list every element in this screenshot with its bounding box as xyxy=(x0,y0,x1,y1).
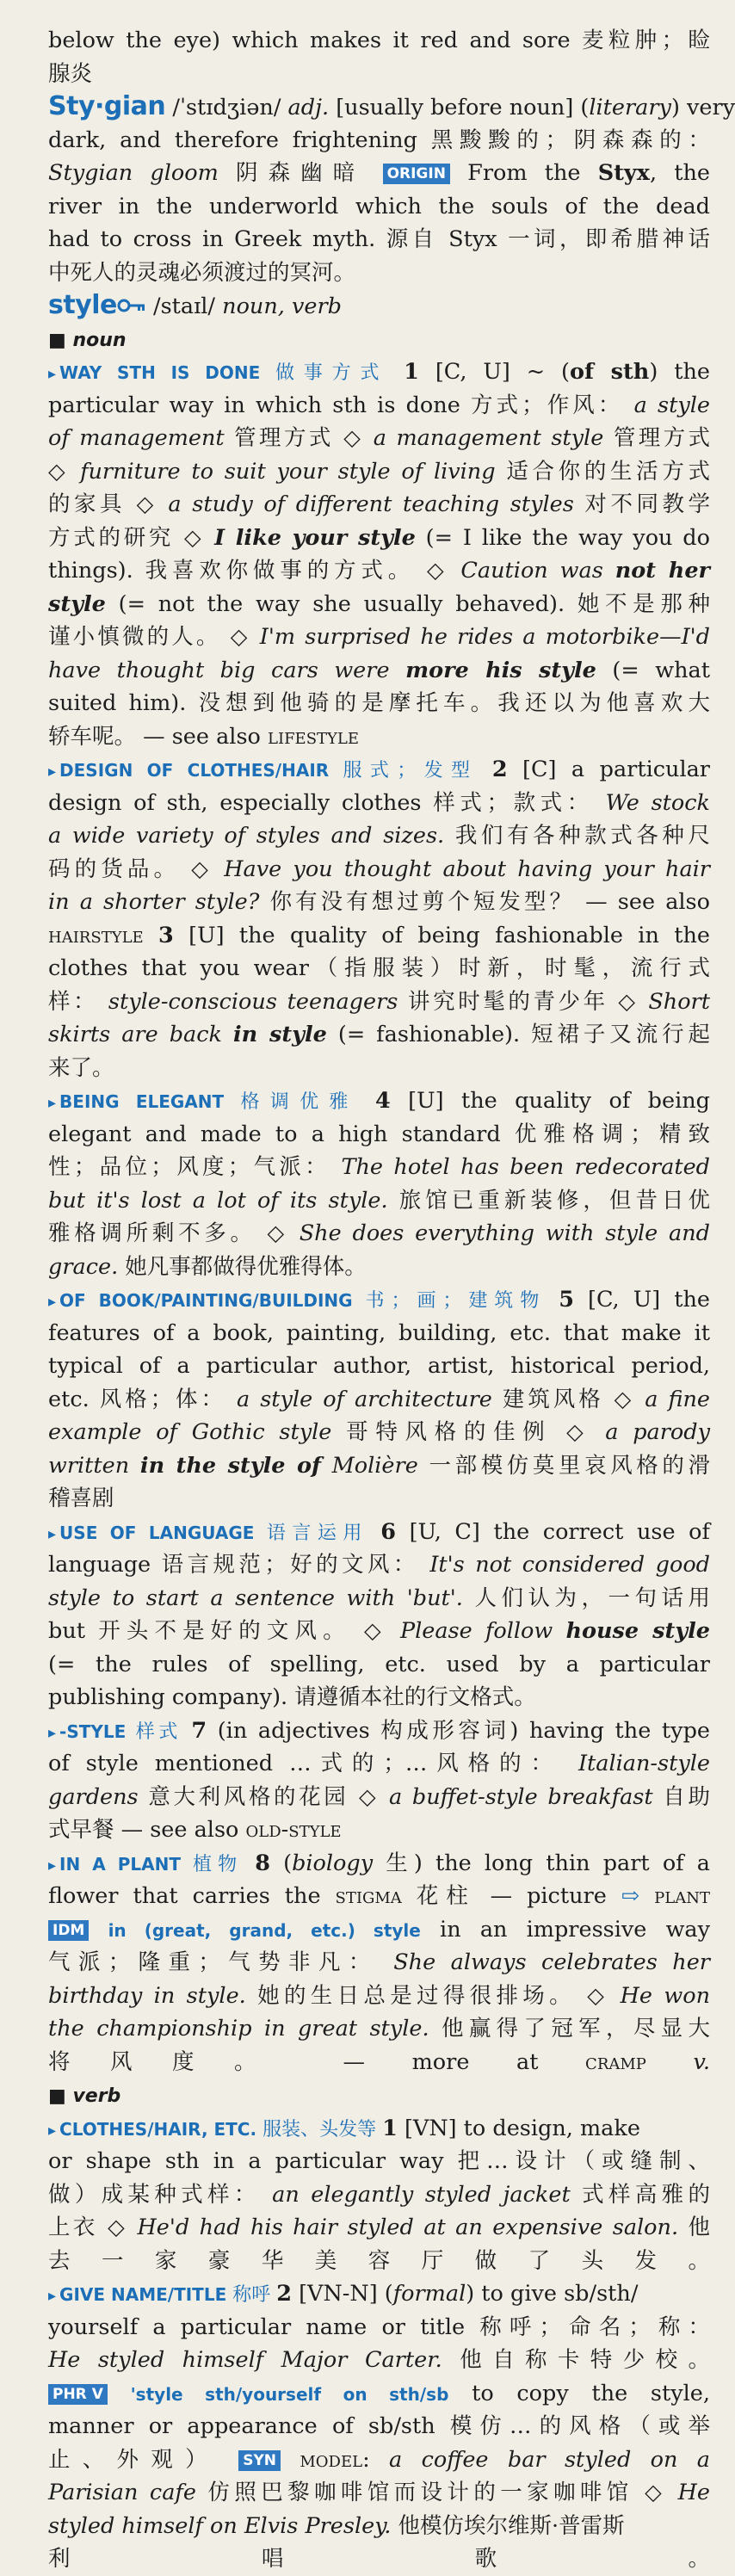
text-segment: a fine xyxy=(645,1386,711,1412)
sense-label: in (great, grand, etc.) style xyxy=(108,1919,421,1941)
text-segment: ◇ xyxy=(48,458,81,485)
text-segment: Please follow xyxy=(399,1618,566,1644)
text-segment: It's not considered good xyxy=(429,1552,710,1578)
text-segment: 止、外观） xyxy=(48,2446,239,2473)
arrow-icon: ⇨ xyxy=(621,1883,640,1909)
text-segment: dark, and therefore frightening 黑黢黢的；阴森森的： xyxy=(48,127,710,153)
text-segment: 上衣 ◇ xyxy=(48,2215,138,2240)
text-segment: /staɪl/ xyxy=(145,293,223,319)
text-line xyxy=(48,853,710,886)
text-line xyxy=(48,1980,710,2013)
text-segment: I like your style xyxy=(214,524,416,551)
text-segment: [U] the quality of being fashionable in the xyxy=(173,922,710,948)
text-line xyxy=(48,753,710,787)
text-segment: Have you thought about having your hair xyxy=(224,856,710,882)
text-line xyxy=(48,919,710,953)
text-segment: style xyxy=(48,590,106,617)
text-segment: 气派；隆重；气势非凡： xyxy=(48,1949,394,1975)
text-segment: to copy the style, xyxy=(448,2380,710,2406)
text-segment: 仿照巴黎咖啡馆而设计的一家咖啡馆 ◇ xyxy=(195,2480,678,2505)
text-line xyxy=(48,1681,710,1714)
text-segment: manner or appearance of sb/sth 模仿…的风格（或举 xyxy=(48,2413,710,2439)
sense-marker-icon: ▸ xyxy=(48,1293,57,1311)
text-line xyxy=(48,355,710,389)
text-segment: have thought big cars were xyxy=(48,657,406,683)
label-box: SYN xyxy=(238,2450,281,2471)
text-segment: 谨小慎微的人。 ◇ xyxy=(48,624,260,650)
text-line xyxy=(48,190,710,224)
text-segment: birthday in style. xyxy=(48,1982,246,2009)
text-segment: more his style xyxy=(405,657,596,683)
part-of-speech: ■ verb xyxy=(48,2085,121,2107)
text-segment: Molière xyxy=(320,1452,418,1479)
text-segment: 稽喜剧 xyxy=(48,1486,114,1511)
text-segment: 1 xyxy=(404,359,419,385)
text-line xyxy=(48,1516,710,1549)
text-line xyxy=(48,1946,710,1980)
text-segment: 6 xyxy=(380,1518,397,1545)
text-line xyxy=(48,554,710,588)
text-segment: 建筑风格 ◇ xyxy=(491,1386,645,1412)
text-segment: particular way in which sth is done 方式；作风： xyxy=(48,392,634,418)
text-line xyxy=(48,124,710,158)
text-segment: 做）成某种式样： xyxy=(48,2181,273,2208)
sense-label-chinese: 称呼 xyxy=(226,2284,277,2306)
text-line xyxy=(48,1847,710,1881)
text-segment: design of sth, especially clothes 样式；款式： xyxy=(48,789,606,816)
text-segment: of style mentioned …式的；…风格的： xyxy=(48,1751,578,1776)
text-segment: written xyxy=(48,1452,140,1479)
sense-marker-icon: ▸ xyxy=(48,1723,57,1742)
text-segment: biology xyxy=(292,1850,374,1876)
text-segment: furniture to suit your style of living xyxy=(80,458,496,485)
text-segment: She does everything with style and xyxy=(299,1220,710,1246)
text-line xyxy=(48,1648,710,1682)
text-line xyxy=(48,256,710,290)
text-line xyxy=(48,2542,710,2576)
text-segment: things). 我喜欢你做事的方式。 ◇ xyxy=(48,558,461,584)
text-segment: 一部模仿莫里哀风格的滑 xyxy=(417,1452,710,1479)
text-segment: ) very xyxy=(670,95,735,120)
sense-marker-icon: ▸ xyxy=(48,763,57,781)
text-segment xyxy=(281,2447,300,2473)
text-segment: a parody xyxy=(605,1419,710,1445)
text-segment: 式样高雅的 xyxy=(570,2181,711,2208)
sense-label-chinese: 书；画；建筑物 xyxy=(352,1290,559,1312)
text-line xyxy=(48,886,710,919)
sense-marker-icon: ▸ xyxy=(48,1856,57,1875)
sense-label: CLOTHES/HAIR, ETC. xyxy=(59,2118,257,2140)
text-segment: not her xyxy=(615,558,710,584)
text-line xyxy=(48,2344,710,2377)
text-line xyxy=(48,2410,710,2443)
text-segment: 他 xyxy=(678,2215,711,2240)
text-segment: in style xyxy=(232,1022,327,1047)
text-line xyxy=(48,2211,710,2245)
text-segment: 意大利风格的花园 ◇ xyxy=(138,1783,389,1810)
text-segment: 她凡事都做得优雅得体。 xyxy=(118,1253,367,1280)
cross-reference: cramp xyxy=(585,2048,646,2075)
text-segment: 4 xyxy=(375,1088,391,1114)
text-segment: Italian-style xyxy=(578,1751,710,1776)
cross-reference: old-style xyxy=(245,1817,342,1843)
text-segment: 他自称卡特少校。 xyxy=(442,2347,710,2373)
text-line xyxy=(48,389,710,423)
text-segment: He'd had his hair styled at an expensive salon. xyxy=(137,2215,679,2240)
text-line xyxy=(48,2112,710,2146)
sense-marker-icon: ▸ xyxy=(48,1094,57,1112)
text-segment: publishing company). 请遵循本社的行文格式。 xyxy=(48,1684,536,1710)
text-line xyxy=(48,58,710,91)
text-line xyxy=(48,1052,710,1085)
sense-label: DESIGN OF CLOTHES/HAIR xyxy=(59,760,330,781)
sense-label-chinese: 格调优雅 xyxy=(224,1091,376,1113)
text-line xyxy=(48,1251,710,1284)
text-segment: [VN-N] ( xyxy=(291,2281,393,2307)
text-line xyxy=(48,522,710,555)
text-segment: flower that carries the xyxy=(48,1883,336,1909)
text-line xyxy=(48,2510,710,2543)
text-segment: [U, C] the correct use of xyxy=(396,1518,710,1545)
text-segment: 3 xyxy=(158,922,174,948)
sense-label-chinese: 样式 xyxy=(126,1720,192,1743)
cross-reference: stigma xyxy=(335,1883,402,1909)
text-segment: suited him). 没想到他骑的是摩托车。我还以为他喜欢大 xyxy=(48,690,710,716)
label-box: PHR V xyxy=(48,2384,108,2405)
text-segment: styled himself on Elvis Presley. xyxy=(48,2512,392,2539)
text-segment: ) to give sb/sth/ xyxy=(466,2281,639,2307)
text-segment: (= the rules of spelling, etc. used by a particular xyxy=(48,1651,710,1677)
text-segment: Caution was xyxy=(460,558,615,584)
sense-label: IN A PLANT xyxy=(59,1853,181,1875)
text-line xyxy=(48,2476,710,2510)
text-segment xyxy=(89,1917,108,1943)
text-segment: 我们有各种款式各种尺 xyxy=(444,823,711,849)
text-line xyxy=(48,588,710,621)
text-segment: 将风度。 — more at xyxy=(48,2048,586,2075)
text-segment: [C] a particular xyxy=(507,757,710,782)
text-line xyxy=(48,2012,710,2046)
text-segment: (= what xyxy=(596,657,710,683)
text-segment: example of Gothic style xyxy=(48,1419,332,1445)
text-segment: We stock xyxy=(605,789,710,816)
sense-label: -STYLE xyxy=(59,1720,127,1742)
part-of-speech: ■ noun xyxy=(48,329,127,351)
text-line xyxy=(48,621,710,654)
text-segment: 人们认为，一句话用 xyxy=(462,1585,711,1611)
text-segment xyxy=(108,2381,131,2406)
text-segment: river in the underworld which the souls of the dead xyxy=(48,193,710,219)
text-segment: had to cross in Greek myth. 源自 Styx 一词，即希腊神话 xyxy=(48,226,710,252)
text-line xyxy=(48,1482,710,1516)
text-segment: 2 xyxy=(276,2281,292,2307)
text-segment: (in adjectives 构成形容词) having the type xyxy=(207,1717,710,1744)
sense-label-chinese: 做事方式 xyxy=(260,362,405,384)
text-line xyxy=(48,1283,710,1317)
text-segment: the championship in great style. xyxy=(48,2016,429,2042)
text-segment: literary xyxy=(589,95,671,120)
text-line xyxy=(48,90,735,124)
text-segment: (= I like the way you do xyxy=(415,524,710,551)
text-line xyxy=(48,2277,710,2311)
text-segment: formal xyxy=(392,2281,466,2307)
text-line xyxy=(48,1184,710,1218)
text-segment: 适合你的生活方式 xyxy=(495,458,711,485)
text-segment: I'm surprised he rides a motorbike—I'd xyxy=(259,624,710,650)
text-line xyxy=(48,1582,710,1615)
text-segment: 7 xyxy=(191,1717,207,1744)
text-segment: 生) the long thin part of a xyxy=(373,1850,710,1876)
text-line xyxy=(48,422,710,455)
text-line xyxy=(48,2145,710,2178)
text-segment: a coffee bar styled on a xyxy=(389,2446,710,2473)
sense-label-chinese: 服式；发型 xyxy=(329,760,492,781)
sense-marker-icon: ▸ xyxy=(48,2287,57,2305)
text-line xyxy=(48,1416,710,1449)
text-segment: 对不同教学 xyxy=(573,491,710,517)
text-line xyxy=(48,1449,710,1483)
sense-label-chinese: 植物 xyxy=(181,1853,256,1875)
text-segment: gardens xyxy=(48,1783,139,1810)
text-segment: skirts are back xyxy=(48,1022,233,1047)
text-line xyxy=(48,1548,710,1582)
text-line xyxy=(48,985,710,1019)
text-line xyxy=(48,2178,710,2212)
text-segment: 8 xyxy=(255,1850,270,1876)
sense-label: GIVE NAME/TITLE xyxy=(59,2284,227,2305)
text-segment: typical of a particular author, artist, historical period, xyxy=(48,1353,710,1379)
text-segment: From the xyxy=(449,160,598,186)
text-segment: elegant and made to a high standard 优雅格调；精致 xyxy=(48,1121,710,1147)
text-segment: 中死人的灵魂必须渡过的冥河。 xyxy=(48,259,356,286)
sense-marker-icon: ▸ xyxy=(48,365,57,383)
label-box: ORIGIN xyxy=(383,164,450,184)
text-segment: noun, verb xyxy=(222,293,342,319)
headword: style xyxy=(48,290,117,320)
text-segment: Styx xyxy=(597,160,650,186)
text-line xyxy=(48,1383,710,1417)
text-line xyxy=(48,819,710,853)
text-segment: 她的生日总是过得很排场。 ◇ xyxy=(245,1982,621,2009)
text-segment: features of a book, painting, building, etc. that make it xyxy=(48,1319,710,1346)
text-segment: 利唱歌。 xyxy=(48,2546,710,2572)
text-segment: style-conscious teenagers xyxy=(108,988,398,1015)
text-line xyxy=(48,1880,710,1913)
text-segment: [C, U] the xyxy=(573,1287,710,1313)
text-line xyxy=(48,1317,710,1350)
text-line xyxy=(48,24,710,58)
text-line xyxy=(48,1813,710,1847)
text-segment: adj. xyxy=(287,95,330,120)
text-segment: 他赢得了冠军，尽显大 xyxy=(429,2016,710,2042)
text-segment: [VN] to design, make xyxy=(397,2115,640,2141)
text-segment: below the eye) which makes it red and sore 麦粒肿；睑 xyxy=(48,28,710,53)
sense-label: USE OF LANGUAGE xyxy=(59,1522,255,1543)
text-segment: style to start a sentence with 'but'. xyxy=(48,1585,463,1611)
text-segment: etc. 风格；体： xyxy=(48,1386,237,1412)
text-segment: in an impressive way xyxy=(420,1916,711,1943)
text-segment: 腺炎 xyxy=(48,60,93,87)
text-segment: Short xyxy=(648,988,710,1015)
text-line xyxy=(48,223,710,256)
text-segment: 5 xyxy=(559,1287,574,1313)
text-line xyxy=(48,1781,710,1814)
text-segment xyxy=(639,1883,654,1909)
text-line xyxy=(48,2377,710,2411)
sense-label-chinese: 语言运用 xyxy=(254,1522,381,1544)
text-segment: language 语言规范；好的文风： xyxy=(48,1552,430,1578)
text-segment: of sth xyxy=(570,359,650,385)
text-segment: an elegantly styled jacket xyxy=(272,2181,571,2208)
text-segment: The hotel has been redecorated xyxy=(341,1154,710,1180)
text-segment: 他模仿埃尔维斯·普雷斯 xyxy=(391,2512,625,2539)
text-segment: but it's lost a lot of its style. xyxy=(48,1187,388,1214)
text-line xyxy=(48,1913,710,1947)
text-segment: 管理方式 xyxy=(603,425,710,451)
text-line xyxy=(48,1747,710,1781)
text-segment: 来了。 xyxy=(48,1054,114,1081)
sense-marker-icon: ▸ xyxy=(48,1524,57,1543)
text-line xyxy=(48,2245,710,2278)
text-line xyxy=(48,2311,710,2344)
text-segment: 方式的研究 ◇ xyxy=(48,524,215,551)
text-line xyxy=(48,1714,710,1748)
text-segment: 码的货品。 ◇ xyxy=(48,856,225,882)
text-line xyxy=(48,2046,710,2079)
text-line xyxy=(48,787,710,820)
text-segment: 哥特风格的佳例 ◇ xyxy=(331,1419,606,1445)
text-segment: a study of different teaching styles xyxy=(168,491,574,517)
sense-marker-icon: ▸ xyxy=(48,2121,57,2140)
text-segment: clothes that you wear（指服装）时新，时髦，流行式 xyxy=(48,955,710,981)
text-line xyxy=(48,1350,710,1383)
text-segment: He styled himself Major Carter. xyxy=(48,2347,442,2373)
text-segment: 管理方式 ◇ xyxy=(224,425,374,451)
text-segment: Stygian gloom xyxy=(48,160,219,186)
text-segment: [C, U] ~ ( xyxy=(418,359,570,385)
text-segment: 去一家豪华美容厅做了头发。 xyxy=(48,2247,710,2274)
text-segment: 1 xyxy=(382,2115,398,2141)
key-icon xyxy=(117,290,146,324)
text-segment: 花柱 — picture xyxy=(401,1883,621,1909)
text-segment xyxy=(144,923,158,948)
text-segment: [usually before noun] ( xyxy=(329,95,590,120)
cross-reference: lifestyle xyxy=(268,723,360,750)
text-segment: 自助 xyxy=(652,1783,710,1810)
text-segment: (= fashionable). 短裙子又流行起 xyxy=(326,1022,711,1047)
sense-label: OF BOOK/PAINTING/BUILDING xyxy=(59,1290,353,1311)
text-line xyxy=(48,1018,710,1052)
text-segment: ) the xyxy=(649,359,710,385)
text-segment: a style of architecture xyxy=(236,1386,492,1412)
text-segment: Parisian cafe xyxy=(48,2480,196,2505)
text-segment: 轿车呢。 — see also xyxy=(48,723,268,750)
text-line xyxy=(48,1084,710,1118)
text-line xyxy=(48,157,710,190)
text-segment: She always celebrates her xyxy=(393,1949,710,1975)
text-segment: a buffet-style breakfast xyxy=(389,1783,653,1810)
text-segment: 样： xyxy=(48,988,108,1015)
text-segment: a wide variety of styles and sizes. xyxy=(48,823,445,849)
key-icon xyxy=(117,298,146,313)
text-segment: or shape sth in a particular way 把…设计（或缝制、 xyxy=(48,2148,710,2174)
text-segment: /ˈstɪdʒiən/ xyxy=(165,95,288,120)
text-segment: in the style of xyxy=(139,1452,321,1479)
text-line xyxy=(48,323,710,356)
text-segment: He won xyxy=(620,1982,711,2009)
text-segment: house style xyxy=(565,1618,710,1644)
text-segment: ( xyxy=(269,1850,293,1876)
sense-label: BEING ELEGANT xyxy=(59,1091,225,1112)
text-segment: 雅格调所剩不多。 ◇ xyxy=(48,1220,300,1246)
sense-label-chinese: 服装、头发等 xyxy=(256,2118,383,2140)
text-line xyxy=(48,2079,710,2112)
text-segment: 的家具 ◇ xyxy=(48,491,169,517)
text-segment: but 开头不是好的文风。 ◇ xyxy=(48,1618,400,1644)
text-segment: (= not the way she usually behaved). 她不是那种 xyxy=(105,590,710,617)
text-line xyxy=(48,488,710,522)
cross-reference: model xyxy=(300,2446,363,2473)
text-line xyxy=(48,1151,710,1184)
sense-label: 'style sth/yourself on sth/sb xyxy=(130,2383,449,2405)
text-line xyxy=(48,687,710,720)
text-segment: He xyxy=(677,2480,710,2505)
text-segment: 旅馆已重新装修，但昔日优 xyxy=(387,1187,711,1214)
text-line xyxy=(48,952,710,985)
text-segment: yourself a particular name or title 称呼；命名；称： xyxy=(48,2313,710,2340)
sense-label: WAY STH IS DONE xyxy=(59,362,261,383)
text-line xyxy=(48,720,710,754)
text-line xyxy=(48,1615,710,1648)
text-segment: a management style xyxy=(373,425,604,451)
text-line xyxy=(48,455,710,489)
text-segment: in a shorter style? xyxy=(48,889,260,915)
text-segment: a style xyxy=(633,392,710,418)
text-segment: 式早餐 — see also xyxy=(48,1817,246,1843)
text-segment: grace. xyxy=(48,1253,119,1280)
text-segment: 2 xyxy=(491,757,508,782)
text-segment: 性；品位；风度；气派： xyxy=(48,1154,342,1180)
text-segment: of management xyxy=(48,425,225,451)
text-segment: 你有没有想过剪个短发型？ — see also xyxy=(259,889,710,915)
text-line xyxy=(48,2443,710,2477)
text-segment: : xyxy=(362,2446,390,2473)
text-segment xyxy=(646,2049,694,2075)
text-segment: [U] the quality of being xyxy=(390,1088,711,1114)
text-segment: , the xyxy=(649,160,711,186)
text-line xyxy=(48,654,710,688)
text-line xyxy=(48,1217,710,1251)
cross-reference: plant xyxy=(654,1883,710,1909)
text-segment: 讲究时髦的青少年 ◇ xyxy=(398,988,649,1015)
label-box: IDM xyxy=(48,1920,89,1941)
text-line xyxy=(48,289,710,323)
cross-reference: hairstyle xyxy=(48,922,144,948)
text-line xyxy=(48,1118,710,1152)
headword: Sty·gian xyxy=(48,91,166,121)
text-segment: 阴森幽暗 xyxy=(218,160,383,186)
text-segment: v. xyxy=(693,2048,711,2075)
